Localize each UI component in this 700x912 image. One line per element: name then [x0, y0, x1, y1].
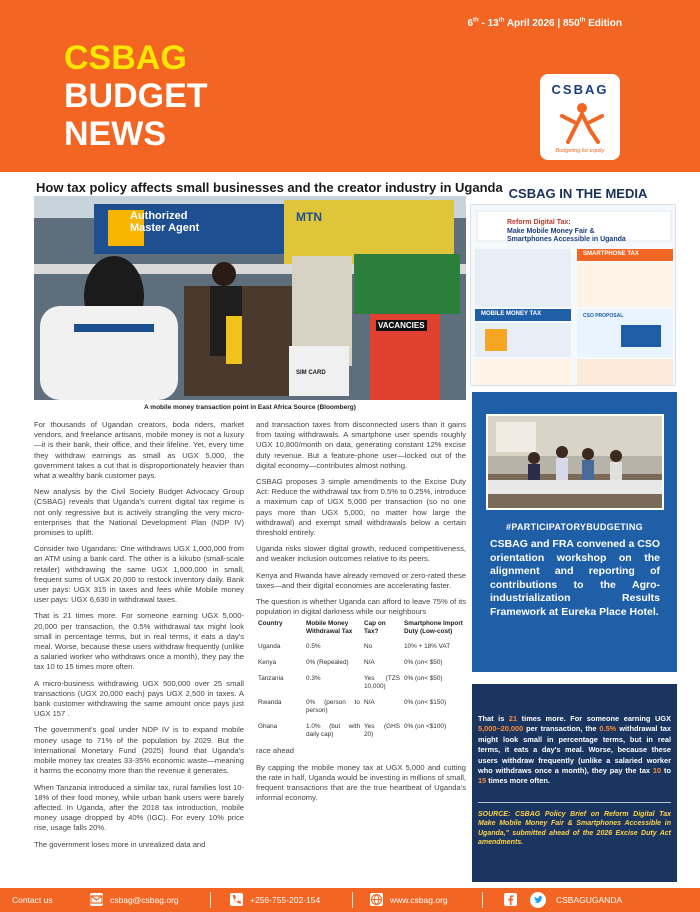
- table-cell: N/A: [364, 659, 375, 667]
- title-line-1: CSBAG: [64, 39, 187, 77]
- table-cell: No: [364, 643, 373, 651]
- table-cell: Tanzania: [258, 675, 284, 683]
- table-cell: 0.5%: [306, 643, 321, 651]
- figure-logo-icon: [554, 100, 610, 144]
- paragraph: When Tanzania introduced a similar tax, rural families lost 10-18% of their food money, while urban bank users were barely affected. In Uganda, after the 2018 tax introduction, mobile money usage dropped by 40% (IGC). For every 10% price rise, usage falls 20%.: [34, 782, 244, 833]
- divider: [478, 802, 671, 803]
- email-link[interactable]: csbag@csbag.org: [110, 895, 179, 905]
- table-cell: 10% + 18% VAT: [404, 643, 451, 651]
- article-photo: [34, 196, 466, 400]
- digital-tax-infographic: [470, 204, 676, 386]
- table-header: Smartphone Import Duty (Low-cost): [404, 620, 463, 636]
- table-cell: Yes (GHS 20): [364, 723, 400, 739]
- twitter-icon[interactable]: [530, 892, 546, 908]
- photo-sign-mtn: MTN: [296, 210, 322, 224]
- paragraph: By capping the mobile money tax at UGX 5,000 and cutting the rate in half, Uganda would be investing in millions of small, frequent transactions that are the true heartbeat of Uganda's informal economy.: [256, 762, 466, 803]
- tax-comparison-table: [256, 619, 466, 744]
- email-icon: [90, 893, 103, 906]
- divider: [482, 892, 483, 908]
- contact-label: Contact us: [12, 895, 53, 905]
- table-cell: 0% (on< $50): [404, 675, 443, 683]
- divider: [210, 892, 211, 908]
- table-cell: Yes (TZS 10,000): [364, 675, 400, 691]
- paragraph: The question is whether Uganda can afford to leave 75% of its population in digital darkness while our neighbours: [256, 597, 466, 617]
- paragraph: For thousands of Ugandan creators, boda riders, market vendors, and freelance artisans, mobile money is not a luxury—it is their bank, their office, and their lifeline. Yet, every time they withdraw earnings as small as UGX 5,000, the government takes a cut that is disproportionately heavier than what a wealthy bank customer pays.: [34, 420, 244, 481]
- quote-source: SOURCE: CSBAG Policy Brief on Reform Digital Tax Make Mobile Money Fair & Smartphones Accessible in Uganda," submitted ahead of the 2026 Excise Duty Act amendments.: [478, 811, 671, 847]
- photo-illustration: [34, 196, 466, 400]
- article-column-right: [256, 420, 466, 809]
- edition-info: [467, 18, 622, 29]
- table-header: Country: [258, 620, 283, 628]
- divider: [352, 892, 353, 908]
- title-line-2: BUDGET: [64, 77, 208, 115]
- article-column-left: [34, 420, 244, 856]
- photo-sign-vacancies: VACANCIES: [378, 321, 425, 330]
- website-link[interactable]: www.csbag.org: [390, 895, 448, 905]
- participatory-budgeting-hashtag: #PARTICIPATORYBUDGETING: [506, 522, 643, 532]
- table-cell: Uganda: [258, 643, 281, 651]
- table-cell: 0% (Repealed): [306, 659, 349, 667]
- table-cell: 0% (person to person): [306, 699, 360, 715]
- paragraph: Kenya and Rwanda have already removed or zero-rated these taxes—and their digital economies are accelerating faster.: [256, 570, 466, 590]
- phone-number[interactable]: +256-755-202-154: [250, 895, 321, 905]
- article-headline: How tax policy affects small businesses and the creator industry in Uganda: [36, 180, 503, 195]
- paragraph: The government's goal under NDP IV is to expand mobile money usage to 71% of the population by 2029. But the International Monetary Fund (2025) found that Uganda's mobile money tax creates 33-35% economic waste—meaning it harms the economy more than the revenue it generates.: [34, 725, 244, 776]
- table-cell: N/A: [364, 699, 375, 707]
- workshop-photo: [486, 414, 664, 510]
- table-cell: 0.3%: [306, 675, 321, 683]
- social-handle[interactable]: CSBAGUGANDA: [556, 895, 623, 905]
- table-header-row: [256, 619, 466, 640]
- paragraph: race ahead: [256, 746, 294, 756]
- quote-panel: [472, 684, 677, 882]
- footer-bar: [0, 888, 700, 912]
- paragraph: A micro-business withdrawing UGX 500,000 over 25 small transactions (UGX 20,000 each) pays UGX 2,500 in taxes. A bank customer withdrawing the same amount once pays just UGX 157 .: [34, 678, 244, 719]
- table-row: [256, 696, 466, 720]
- table-cell: Kenya: [258, 659, 277, 667]
- quote-text: That is 21 times more. For someone earning UGX 5,000–20,000 per transaction, the 0.5% withdrawal tax might look small in percentage terms, but in real terms, it eats a day's meal. Worse, because these users withdraw frequently (unlike a salaried worker who withdraws once a month), they pay the tax 10 to 15 times more often.: [478, 714, 672, 786]
- logo-tagline: Budgeting for equity: [555, 148, 605, 154]
- title-line-3: NEWS: [64, 115, 166, 153]
- infographic-panel-label: SMARTPHONE TAX: [583, 251, 639, 257]
- phone-icon: [230, 893, 243, 906]
- masthead: [0, 0, 700, 172]
- table-cell: 0% (on <$100): [404, 723, 447, 731]
- paragraph: New analysis by the Civil Society Budget Advocacy Group (CSBAG) reveals that Uganda's current digital tax regime is not only regressive but is actively strangling the very micro-enterprises that the National Development Plan (NDP IV) promises to uplift.: [34, 487, 244, 538]
- table-cell: 1.0% (but with daily cap): [306, 723, 360, 739]
- paragraph: Uganda risks slower digital growth, reduced competitiveness, and weaker inclusion outcomes relative to its peers.: [256, 544, 466, 564]
- table-row: [256, 656, 466, 672]
- event-description: CSBAG and FRA convened a CSO orientation workshop on the alignment and reporting of contributions to the Agro-industrialization Results Framework at Eureka Place Hotel.: [490, 538, 660, 618]
- paragraph: CSBAG proposes 3 simple amendments to the Excise Duty Act: Reduce the withdrawal tax from 0.5% to 0.25%, introduce a maximum cap of UGX 5,000 per transaction (so no one pays more than UGX 5,000, no matter how large the withdrawal) and exempt small withdrawals below a certain threshold entirely.: [256, 477, 466, 538]
- table-header: Mobile Money Withdrawal Tax: [306, 620, 353, 636]
- facebook-icon[interactable]: [504, 893, 517, 906]
- workshop-illustration: [488, 416, 664, 510]
- table-cell: Ghana: [258, 723, 278, 731]
- infographic-title: Reform Digital Tax: Make Mobile Money Fair & Smartphones Accessible in Uganda: [507, 219, 626, 244]
- photo-sign-agent: Authorized Master Agent: [130, 210, 200, 234]
- paragraph: and transaction taxes from disconnected users than it gains from taxing withdrawals. A smartphone user spends roughly UGX 10,800/month on data, generating constant 12% excise duty revenue. But a feature-phone user—locked out of the digital economy—contributes almost nothing.: [256, 420, 466, 470]
- event-panel: [472, 392, 677, 672]
- infographic-panel-label: MOBILE MONEY TAX: [481, 311, 542, 317]
- photo-sign-simcard: SIM CARD: [296, 370, 326, 376]
- table-cell: 0% (on< $150): [404, 699, 447, 707]
- table-cell: Rwanda: [258, 699, 282, 707]
- media-heading: CSBAG IN THE MEDIA: [508, 186, 648, 201]
- infographic-panel-label: CSO PROPOSAL: [583, 313, 624, 319]
- csbag-logo: [538, 72, 622, 162]
- logo-text: CSBAG: [551, 82, 609, 97]
- table-row: [256, 672, 466, 696]
- globe-icon: [370, 893, 383, 906]
- paragraph: The government loses more in unrealized data and: [34, 839, 206, 849]
- table-header: Cap on Tax?: [364, 620, 386, 636]
- table-row: [256, 640, 466, 656]
- table-row: [256, 720, 466, 744]
- table-cell: 0% (on< $50): [404, 659, 443, 667]
- photo-caption: A mobile money transaction point in East Africa Source (Bloomberg): [144, 404, 356, 411]
- paragraph: Consider two Ugandans: One withdraws UGX 1,000,000 from an ATM using a bank card. The other is a kikubo (small-scale retailer) withdrawing the same UGX 1,000,000 in small, frequent sums of UGX 20,000 to restock inventory daily. Bank user pays: UGX 315 in taxes and fees while Mobile money user pays: UGX 6,630 in withdrawal taxes.: [34, 544, 244, 605]
- edition-text: 6th - 13th April 2026 | 850th Edition: [467, 18, 622, 30]
- paragraph: That is 21 times more. For someone earning UGX 5,000-20,000 per transaction, the 0.5% withdrawal tax might look small in percentage terms, but in real terms, it eats a day's meal. Worse, because these users withdraw frequently (unlike a salaried worker who withdraws once a month), they pay the tax 10 to 15 times more often.: [34, 611, 244, 672]
